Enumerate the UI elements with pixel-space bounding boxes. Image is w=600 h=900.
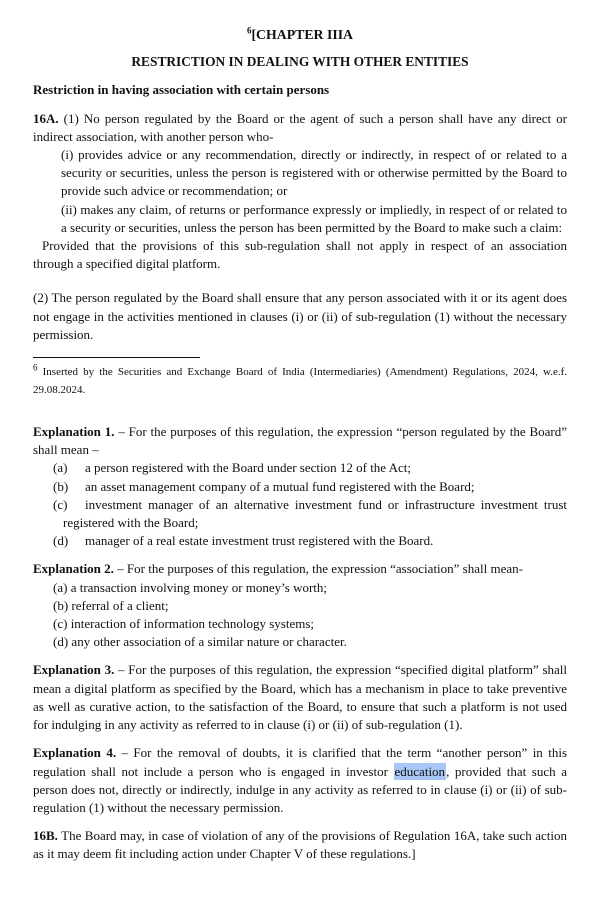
- explanation-1-intro: Explanation 1. – For the purposes of this regulation, the expression “person regulated by the Board” shall mean –: [33, 424, 567, 458]
- explanation-2-item-a: (a) a transaction involving money or money’s worth;: [53, 579, 328, 595]
- explanation-2-item-d: (d) any other association of a similar nature or character.: [53, 634, 347, 650]
- explanation-3: Explanation 3. – For the purposes of this regulation, the expression “specified digital platform” shall mean a digital platform as specified by the Board, which has a mechanism in place to take preventive as well as curative action, to the satisfaction of the Board, to ensure that such a platform is not used for indulging in any activity as referred to in clause (i) or (ii) of sub-regulation (1).: [33, 662, 567, 733]
- highlighted-text-education[interactable]: education: [394, 763, 446, 779]
- explanation-1-item-c: (c) investment manager of an alternative investment fund or infrastructure investment trust registered with the Board;: [53, 496, 567, 531]
- explanation-1-item-d: (d) manager of a real estate investment trust registered with the Board.: [53, 533, 434, 549]
- explanation-1-item-a: (a) a person registered with the Board under section 12 of the Act;: [53, 460, 411, 476]
- para-16a-1: 16A. (1) No person regulated by the Board or the agent of such a person shall have any direct or indirect association, with another person who-: [33, 110, 568, 144]
- explanation-2-item-c: (c) interaction of information technology systems;: [53, 616, 315, 632]
- footnote-reference-superscript: 6: [246, 25, 252, 36]
- proviso: Provided that the provisions of this sub-regulation shall not apply in respect of an association through a specified digital platform.: [33, 238, 567, 272]
- explanation-1-item-b: (b) an asset management company of a mutual fund registered with the Board;: [53, 478, 475, 494]
- explanation-4-label: Explanation 4.: [33, 745, 117, 761]
- explanation-2-intro: Explanation 2. – For the purposes of this regulation, the expression “association” shall mean-: [33, 561, 523, 577]
- footnote-marker: 6: [33, 362, 38, 373]
- explanation-1-label: Explanation 1.: [33, 424, 115, 440]
- footnote: $^6$ Inserted by the Securities and Exchange Board of India (Intermediaries) (Amendment) Regulations, 2024, w.e.f. 29.08.2024.: [33, 362, 567, 396]
- section-heading: Restriction in having association with certain persons: [33, 82, 330, 98]
- chapter-title-text: [CHAPTER IIIA: [251, 27, 354, 42]
- para-16a-2: (2) The person regulated by the Board shall ensure that any person associated with it or its agent does not engage in the activities mentioned in clauses (i) or (ii) of sub-regulation (1) without the necessary permission.: [33, 290, 567, 342]
- regulation-number-16a: 16A.: [33, 110, 59, 126]
- regulation-number-16b: 16B.: [33, 828, 58, 844]
- explanation-3-label: Explanation 3.: [33, 662, 115, 678]
- explanation-2-label: Explanation 2.: [33, 561, 114, 577]
- clause-i: (i) provides advice or any recommendation, directly or indirectly, in respect of or related to a security or securities, unless the person is registered with or otherwise permitted by the Board to provide such advice or recommendation; or: [61, 147, 567, 199]
- explanation-2: [33, 560, 567, 651]
- explanation-2-item-b: (b) referral of a client;: [53, 597, 169, 613]
- chapter-subtitle: RESTRICTION IN DEALING WITH OTHER ENTITIES: [131, 54, 469, 70]
- explanation-4: Explanation 4. – For the removal of doubts, it is clarified that the term “another person” in this regulation shall not include a person who is engaged in investor education, provided that such a person does not, directly or indirectly, indulge in any activity as referred to in clause (i) or (ii) of sub-regulation (1) without the necessary permission.: [33, 745, 568, 815]
- explanation-1: [33, 423, 567, 550]
- footnote-separator-rule: [33, 357, 200, 358]
- clause-ii: (ii) makes any claim, of returns or performance expressly or impliedly, in respect of or related to a security or securities, unless the person has been permitted by the Board to make such a claim:: [61, 201, 567, 235]
- chapter-title: [33, 26, 567, 44]
- para-16b: 16B. The Board may, in case of violation of any of the provisions of Regulation 16A, take such action as it may deem fit including action under Chapter V of these regulations.]: [33, 828, 567, 862]
